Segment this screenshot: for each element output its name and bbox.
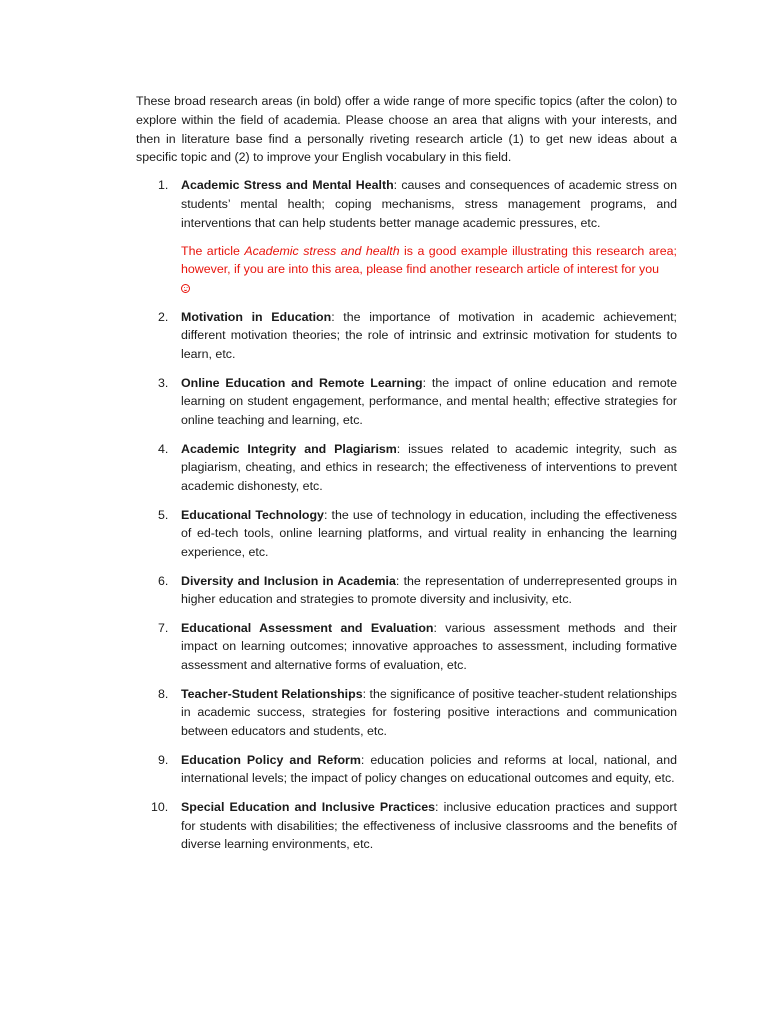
item-title: Diversity and Inclusion in Academia xyxy=(181,573,396,588)
item-description: : issues related to academic integrity, such as plagiarism, cheating, and ethics in research; the effectiveness of interventions to prevent academic dishonesty, etc. xyxy=(181,441,678,494)
item-description: : causes and consequences of academic stress on students’ mental health; coping mechanisms, stress management programs, and interventions that can help students better manage academic pressures, etc. xyxy=(181,178,677,230)
note-text-after: is a good example illustrating this research area; however, if you are into this area, please find another research article of interest for you xyxy=(181,243,677,277)
item-number: 5. xyxy=(158,507,169,522)
list-item xyxy=(136,685,677,741)
item-number: 8. xyxy=(158,686,169,701)
item-title: Teacher-Student Relationships xyxy=(181,686,363,701)
item-title: Education Policy and Reform xyxy=(181,752,361,767)
item-title: Educational Assessment and Evaluation xyxy=(181,620,434,635)
item-number: 2. xyxy=(158,309,169,324)
item-number: 10. xyxy=(151,799,169,814)
item-title: Educational Technology xyxy=(181,507,324,522)
document-page xyxy=(136,92,677,864)
note-text-before: The article xyxy=(181,243,245,258)
item-description: : the significance of positive teacher-student relationships in academic success, strategies for fostering positive interactions and communication between educators and students, etc. xyxy=(181,686,678,739)
list-item xyxy=(136,506,677,562)
item-number: 4. xyxy=(158,441,169,456)
item-title: Special Education and Inclusive Practices xyxy=(181,799,436,814)
list-item xyxy=(136,798,677,854)
item-title: Academic Integrity and Plagiarism xyxy=(181,441,397,456)
note-article-title: Academic stress and health xyxy=(244,243,400,258)
item-description: : the representation of underrepresented groups in higher education and strategies to promote diversity and inclusivity, etc. xyxy=(181,573,678,607)
research-areas-list xyxy=(136,176,677,854)
item-title: Online Education and Remote Learning xyxy=(181,375,423,390)
list-item xyxy=(136,572,677,610)
intro-paragraph: These broad research areas (in bold) offer a wide range of more specific topics (after the colon) to explore within the field of academia. Please choose an area that aligns with your interests, and then in literature base find a personally riveting research article (1) to get new ideas about a specific topic and (2) to improve your English vocabulary in this field. xyxy=(136,94,677,165)
list-item xyxy=(136,308,677,364)
item-number: 1. xyxy=(158,178,169,193)
item-description: : the use of technology in education, including the effectiveness of ed-tech tools, online learning platforms, and virtual reality in enhancing the learning experience, etc. xyxy=(181,507,677,560)
list-item xyxy=(136,374,677,430)
item-title: Motivation in Education xyxy=(181,309,332,324)
item-number: 6. xyxy=(158,573,169,588)
item-description: : education policies and reforms at local, national, and international levels; the impact of policy changes on educational outcomes and equity, etc. xyxy=(181,752,677,786)
example-note xyxy=(181,242,677,298)
list-item xyxy=(136,176,677,298)
item-number: 7. xyxy=(158,620,169,635)
item-description: : inclusive education practices and support for students with disabilities; the effectiveness of inclusive classrooms and the benefits of diverse learning environments, etc. xyxy=(181,799,677,852)
item-number: 3. xyxy=(158,375,169,390)
list-item xyxy=(136,619,677,675)
item-title: Academic Stress and Mental Health xyxy=(181,178,394,193)
item-description: : the importance of motivation in academic achievement; different motivation theories; the role of intrinsic and extrinsic motivation for students to learn, etc. xyxy=(181,309,678,362)
list-item xyxy=(136,751,677,789)
item-description: : the impact of online education and remote learning on student engagement, performance, and mental health; effective strategies for online teaching and learning, etc. xyxy=(181,375,677,428)
item-number: 9. xyxy=(158,752,169,767)
list-item xyxy=(136,440,677,496)
item-description: : various assessment methods and their impact on learning outcomes; innovative approaches to assessment, including formative assessment and alternative forms of evaluation, etc. xyxy=(181,620,677,673)
smiley-face-icon xyxy=(181,284,190,293)
